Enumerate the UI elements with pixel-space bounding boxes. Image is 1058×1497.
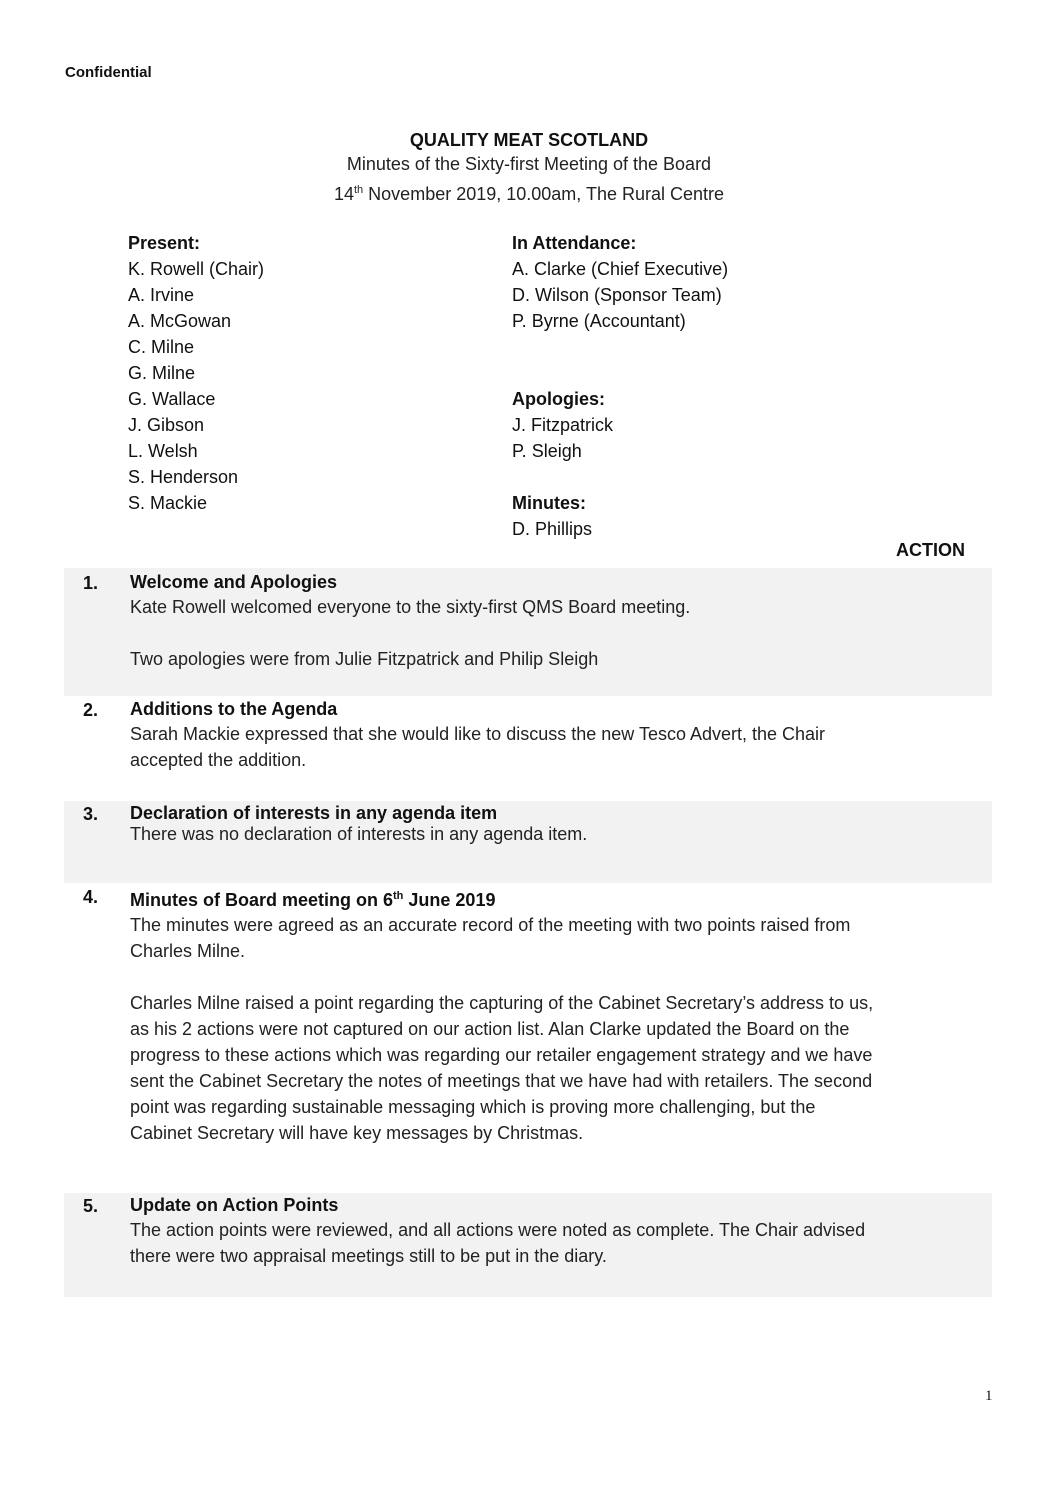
apologies-heading: Apologies: bbox=[512, 389, 605, 409]
apology-name: J. Fitzpatrick bbox=[512, 415, 614, 435]
date-rest: November 2019, 10.00am, The Rural Centre bbox=[363, 184, 725, 204]
confidential-label: Confidential bbox=[65, 64, 152, 81]
present-member: A. McGowan bbox=[128, 311, 232, 331]
item-title: Update on Action Points bbox=[130, 1195, 339, 1215]
title-text-end: June 2019 bbox=[403, 890, 496, 910]
item-paragraph: Two apologies were from Julie Fitzpatrick and Philip Sleigh bbox=[130, 649, 599, 669]
agenda-item-3 bbox=[64, 801, 992, 883]
present-member: A. Irvine bbox=[128, 285, 195, 305]
item-paragraph: Charles Milne raised a point regarding the capturing of the Cabinet Secretary’s address to us, as his 2 actions were not captured on our action list. Alan Clarke updated the Board on the progress to these actions which was regarding our retailer engagement strategy and we have sent the Cabinet Secretary the notes of meetings that we have had with retailers. The second point was regarding sustainable messaging which is proving more challenging, but the Cabinet Secretary will have key messages by Christmas. bbox=[130, 993, 874, 1143]
attendee: P. Byrne (Accountant) bbox=[512, 311, 686, 331]
minutes-heading: Minutes: bbox=[512, 493, 586, 513]
item-paragraph: There was no declaration of interests in any agenda item. bbox=[130, 824, 588, 844]
item-paragraph: The action points were reviewed, and all actions were noted as complete. The Chair advised there were two appraisal meetings still to be put in the diary. bbox=[130, 1220, 866, 1266]
meeting-date-location bbox=[0, 177, 1058, 207]
item-number: 1. bbox=[83, 573, 99, 593]
agenda-item-1 bbox=[64, 568, 992, 696]
present-member: G. Milne bbox=[128, 363, 196, 383]
attendance-column bbox=[512, 230, 728, 542]
present-member: S. Mackie bbox=[128, 493, 208, 513]
item-title: Declaration of interests in any agenda item bbox=[130, 803, 498, 823]
agenda-item-5 bbox=[64, 1193, 992, 1297]
date-day: 14 bbox=[333, 184, 354, 204]
present-list bbox=[128, 230, 264, 516]
item-paragraph: The minutes were agreed as an accurate record of the meeting with two points raised from Charles Milne. bbox=[130, 915, 851, 961]
present-member: S. Henderson bbox=[128, 467, 239, 487]
present-member: C. Milne bbox=[128, 337, 195, 357]
item-number: 5. bbox=[83, 1196, 99, 1216]
meeting-subtitle: Minutes of the Sixty-first Meeting of the Board bbox=[346, 154, 712, 174]
item-paragraph: Sarah Mackie expressed that she would like to discuss the new Tesco Advert, the Chair accepted the addition. bbox=[130, 724, 826, 770]
present-member: L. Welsh bbox=[128, 441, 198, 461]
present-heading: Present: bbox=[128, 233, 201, 253]
action-column-heading: ACTION bbox=[896, 540, 965, 560]
attendee: A. Clarke (Chief Executive) bbox=[512, 259, 729, 279]
page-number: 1 bbox=[985, 1388, 993, 1404]
item-title: Welcome and Apologies bbox=[130, 572, 338, 592]
document-header bbox=[0, 129, 1058, 207]
title-text: Minutes of Board meeting on 6 bbox=[130, 890, 394, 910]
item-number: 4. bbox=[83, 887, 99, 907]
date-suffix: th bbox=[353, 184, 364, 196]
minutes-taker: D. Phillips bbox=[512, 519, 593, 539]
attendee: D. Wilson (Sponsor Team) bbox=[512, 285, 722, 305]
present-member: G. Wallace bbox=[128, 389, 216, 409]
item-number: 3. bbox=[83, 804, 99, 824]
in-attendance-heading: In Attendance: bbox=[512, 233, 637, 253]
title-sup: th bbox=[393, 890, 404, 902]
present-member: K. Rowell (Chair) bbox=[128, 259, 265, 279]
item-number: 2. bbox=[83, 700, 99, 720]
item-title: Additions to the Agenda bbox=[130, 699, 338, 719]
item-title bbox=[130, 884, 880, 912]
agenda-item-2 bbox=[64, 697, 992, 801]
apology-name: P. Sleigh bbox=[512, 441, 582, 461]
present-member: J. Gibson bbox=[128, 415, 205, 435]
organisation-title: QUALITY MEAT SCOTLAND bbox=[409, 130, 649, 150]
agenda-item-4 bbox=[64, 883, 992, 1193]
item-paragraph: Kate Rowell welcomed everyone to the sixty-first QMS Board meeting. bbox=[130, 597, 691, 617]
